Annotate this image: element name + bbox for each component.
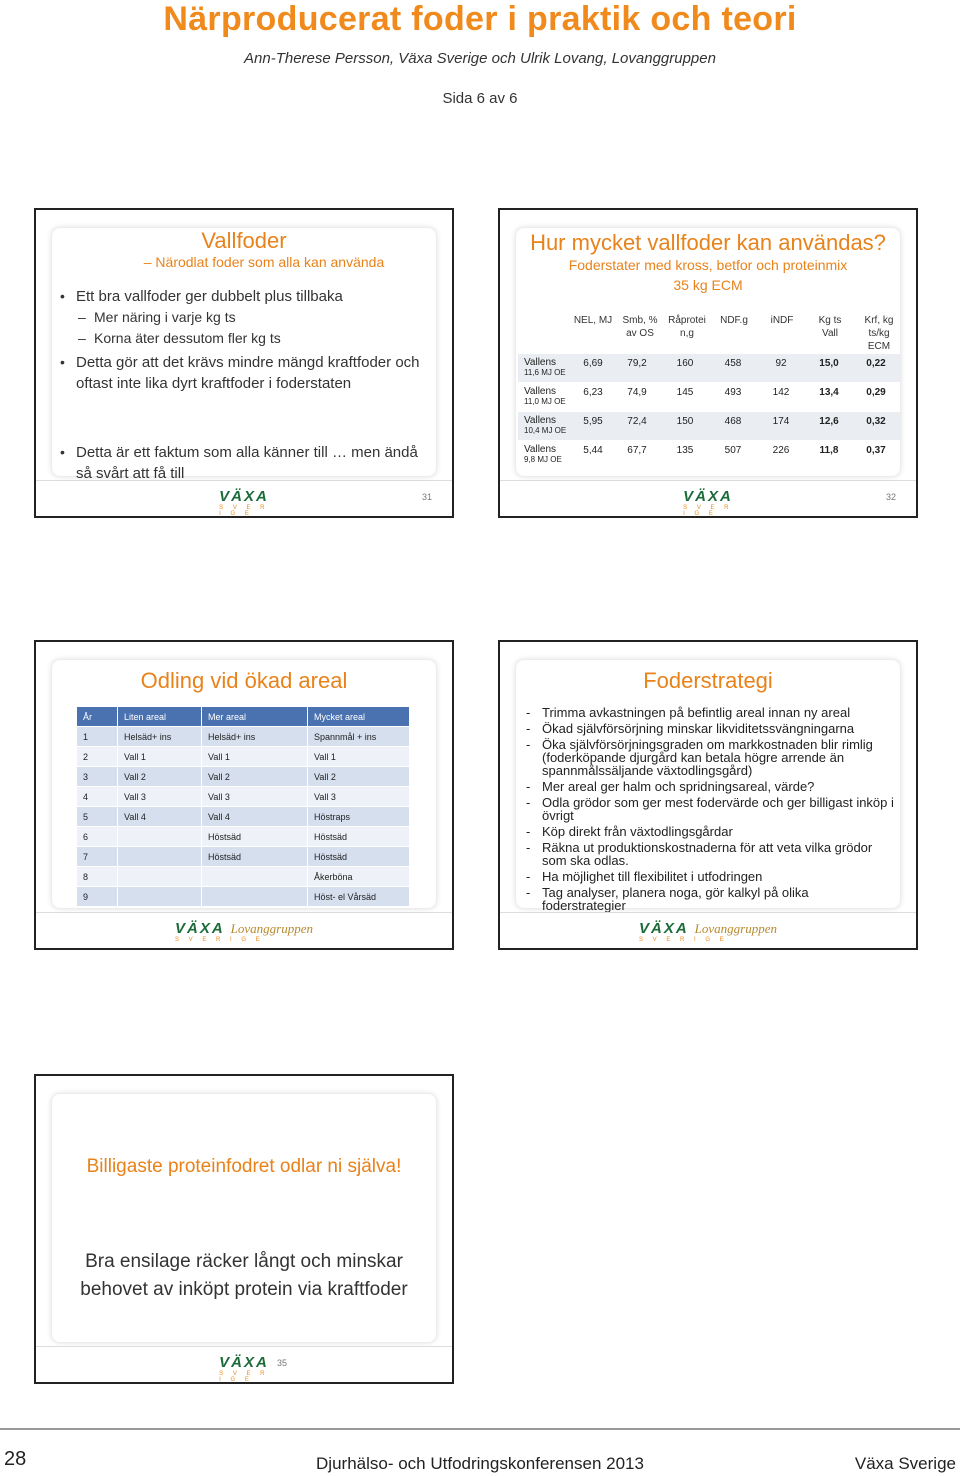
list-item: - Räkna ut produktionskostnaderna för att veta vilka grödor som ska odlas. bbox=[524, 841, 894, 867]
vaxa-lovang-logo: VÄXA S V E R I G E Lovanggruppen bbox=[174, 920, 314, 943]
sub-bullet-item: – Mer näring i varje kg ts bbox=[78, 309, 236, 325]
slide-heading: Billigaste proteinfodret odlar ni själva! bbox=[86, 1156, 402, 1177]
footer-conference: Djurhälso- och Utfodringskonferensen 2013 bbox=[316, 1454, 644, 1473]
table-header: Kg ts Vall bbox=[818, 315, 842, 339]
list-item: - Öka självförsörjningsgraden om markkostnaden blir rimlig (foderköpande djurgård kan betala högre arrende än spannmålssäljande växtodlingsgård) bbox=[524, 738, 894, 777]
slide-footer bbox=[500, 480, 916, 516]
strategy-list bbox=[524, 706, 894, 915]
table-row: 5 Vall 4 Vall 4 Höstraps bbox=[77, 807, 410, 827]
table-header: Krf, kg ts/kg ECM bbox=[864, 315, 894, 352]
slide-34 bbox=[498, 640, 918, 950]
vaxa-logo: VÄXA S V E R I G E bbox=[219, 1354, 269, 1383]
slide-33 bbox=[34, 640, 454, 950]
table-row: 3 Vall 2 Vall 2 Vall 2 bbox=[77, 767, 410, 787]
table-header: År bbox=[77, 707, 118, 727]
table-row: Vallens 9,8 MJ OE 5,44 67,7 135 507 226 11,8 0,37 bbox=[524, 444, 886, 464]
sub-bullet-item: – Korna äter dessutom fler kg ts bbox=[78, 330, 281, 346]
slide-number: 31 bbox=[421, 492, 432, 502]
table-row: 6 Höstsäd Höstsäd bbox=[77, 827, 410, 847]
list-item: - Ha möjlighet till flexibilitet i utfodringen bbox=[524, 870, 894, 883]
slide-footer bbox=[36, 480, 452, 516]
document-title: Närproducerat foder i praktik och teori bbox=[163, 0, 797, 38]
slide-31 bbox=[34, 208, 454, 518]
document-authors: Ann-Therese Persson, Växa Sverige och Ulrik Lovang, Lovanggruppen bbox=[244, 50, 716, 67]
table-header: Mer areal bbox=[202, 707, 308, 727]
slide-subtitle: 35 kg ECM bbox=[673, 277, 743, 293]
table-row: 2 Vall 1 Vall 1 Vall 1 bbox=[77, 747, 410, 767]
slide-body: Bra ensilage räcker långt och minskar behovet av inköpt protein via kraftfoder bbox=[80, 1251, 408, 1300]
table-row: 8 Åkerböna bbox=[77, 867, 410, 887]
table-row: 9 Höst- el Vårsäd bbox=[77, 887, 410, 907]
slide-footer bbox=[500, 912, 916, 948]
table-header: Mycket areal bbox=[308, 707, 410, 727]
slide-number: 35 bbox=[276, 1358, 287, 1368]
bullet-item: • Detta är ett faktum som alla känner till … men ändå så svårt att få till bbox=[60, 444, 418, 482]
vaxa-lovang-logo: VÄXA S V E R I G E Lovanggruppen bbox=[638, 920, 778, 943]
list-item: - Odla grödor som ger mest fodervärde och ger billigast inköp i övrigt bbox=[524, 796, 894, 822]
footer-organization: Växa Sverige bbox=[854, 1454, 956, 1473]
footer-page-number: 28 bbox=[4, 1448, 27, 1470]
list-item: - Mer areal ger halm och spridningsareal, värde? bbox=[524, 780, 894, 793]
slide-subtitle: – Närodlat foder som alla kan använda bbox=[143, 254, 385, 270]
slide-title: Foderstrategi bbox=[643, 668, 773, 693]
bullet-item: • Ett bra vallfoder ger dubbelt plus tillbaka bbox=[60, 288, 343, 305]
vaxa-logo: VÄXA S V E R I G E bbox=[219, 488, 269, 517]
footer-divider bbox=[0, 1428, 960, 1430]
list-item: - Trimma avkastningen på befintlig areal innan ny areal bbox=[524, 706, 894, 719]
table-header: NDF.g bbox=[720, 315, 748, 326]
table-row: 4 Vall 3 Vall 3 Vall 3 bbox=[77, 787, 410, 807]
slide-35 bbox=[34, 1074, 454, 1384]
table-row: 7 Höstsäd Höstsäd bbox=[77, 847, 410, 867]
list-item: - Ökad självförsörjning minskar likviditetssvängningarna bbox=[524, 722, 894, 735]
vaxa-logo: VÄXA S V E R I G E bbox=[683, 488, 733, 517]
slide-title: Odling vid ökad areal bbox=[140, 668, 348, 693]
slide-title: Vallfoder bbox=[201, 228, 287, 253]
list-item: - Tag analyser, planera noga, gör kalkyl på olika foderstrategier bbox=[524, 886, 894, 912]
slide-subtitle: Foderstater med kross, betfor och proteinmix bbox=[568, 257, 848, 273]
slide-number: 32 bbox=[885, 492, 896, 502]
table-row: Vallens 11,6 MJ OE 6,69 79,2 160 458 92 15,0 0,22 bbox=[518, 354, 900, 382]
table-header: Liten areal bbox=[118, 707, 202, 727]
crop-rotation-table bbox=[76, 706, 410, 907]
slide-frame bbox=[52, 1094, 436, 1342]
table-header: Smb, % av OS bbox=[622, 315, 658, 339]
table-row: Vallens 11,0 MJ OE 6,23 74,9 145 493 142 13,4 0,29 bbox=[524, 386, 886, 406]
slide-footer bbox=[36, 912, 452, 948]
table-row: 1 Helsäd+ ins Helsäd+ ins Spannmål + ins bbox=[77, 727, 410, 747]
slide-footer bbox=[36, 1346, 452, 1382]
bullet-item: • Detta gör att det krävs mindre mängd kraftfoder och oftast inte lika dyrt kraftfoder i foderstaten bbox=[60, 354, 420, 392]
slide-title: Hur mycket vallfoder kan användas? bbox=[530, 230, 886, 255]
slide-32 bbox=[498, 208, 918, 518]
table-header: iNDF bbox=[770, 315, 794, 326]
table-header: Råprotei n,g bbox=[668, 315, 706, 339]
list-item: - Köp direkt från växtodlingsgårdar bbox=[524, 825, 894, 838]
page-indicator: Sida 6 av 6 bbox=[442, 90, 518, 107]
table-row: Vallens 10,4 MJ OE 5,95 72,4 150 468 174 12,6 0,32 bbox=[518, 412, 900, 440]
table-header: NEL, MJ bbox=[573, 315, 613, 326]
